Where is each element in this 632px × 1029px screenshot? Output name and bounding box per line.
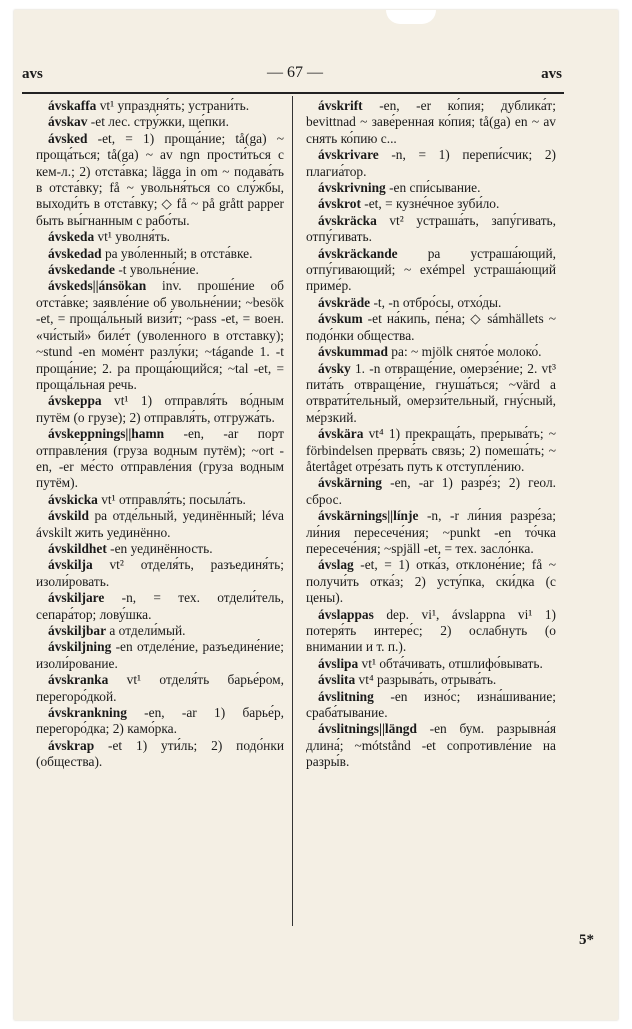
dictionary-entry: [306, 557, 556, 606]
entry-headword: ávskeppnings||hamn: [48, 426, 165, 442]
dictionary-entry: [36, 705, 284, 738]
entry-definition: -et 1) ути́ль; 2) подо́нки (общества).: [36, 737, 284, 770]
dictionary-entry: [36, 672, 284, 705]
dictionary-entry: [36, 114, 284, 130]
dictionary-entry: [306, 508, 556, 557]
entry-headword: ávskranka: [48, 672, 109, 688]
entry-definition: -en бум. разрывна́я длина́; ~mótstånd -et сопротивле́ние на разры́в.: [306, 721, 556, 770]
entry-headword: ávskummad: [318, 344, 388, 360]
entry-headword: ávskeppa: [48, 393, 102, 409]
entry-headword: ávslipa: [318, 655, 359, 671]
dictionary-entry: [306, 689, 556, 722]
entry-headword: ávskicka: [48, 491, 98, 507]
page-header: [22, 62, 562, 84]
dictionary-entry: [306, 98, 556, 147]
dictionary-entry: [36, 590, 284, 623]
dictionary-entry: [306, 361, 556, 427]
dictionary-entry: [36, 393, 284, 426]
entry-headword: ávsky: [318, 360, 351, 376]
dictionary-entry: [36, 508, 284, 541]
entry-headword: ávskärnings||línje: [318, 508, 419, 524]
entry-definition: -et лес. стру́жки, ще́пки.: [87, 114, 229, 130]
entry-definition: vt¹ отправля́ть; посыла́ть.: [97, 491, 246, 507]
dictionary-entry: [306, 147, 556, 180]
entry-definition: -et, = 1) отка́з, отклоне́ние; få ~ получи́ть отка́з; 2) усту́пка, ски́дка (с цены).: [306, 557, 556, 606]
entry-definition: -et на́кипь, пе́на; ◇ sámhällets ~ подо́нки общества.: [306, 311, 556, 343]
entry-definition: -en уединённость.: [106, 540, 213, 556]
guide-word-left: avs: [22, 66, 43, 82]
entry-headword: ávskilja: [48, 557, 93, 573]
entry-headword: ávskaffa: [48, 98, 97, 113]
entry-definition: inv. проше́ние об отста́вке; заявле́ние об увольне́нии; ~besök -et, = проща́льный визи́т; ~pass -et, = воен. «чи́стый» биле́т (уволенного в отставку); ~stund -en моме́нт разлу́ки; ~tágande 1. -t проща́ние; 2. pa проща́ющийся; ~tal -et, = проща́льная речь.: [36, 278, 284, 392]
left-column: [36, 98, 284, 771]
entry-headword: ávskrivning: [318, 180, 386, 196]
entry-headword: ávskum: [318, 311, 363, 327]
entry-headword: ávskräcka: [318, 212, 377, 228]
guide-word-right: avs: [541, 66, 562, 82]
entry-headword: ávskeds||ánsökan: [48, 278, 147, 294]
dictionary-entry: [306, 426, 556, 475]
dictionary-entry: [306, 295, 556, 311]
dictionary-entry: [36, 738, 284, 771]
entry-headword: ávskrankning: [48, 705, 127, 721]
dictionary-entry: [306, 180, 556, 196]
dictionary-entry: [36, 541, 284, 557]
entry-definition: vt¹ упраздня́ть; устрани́ть.: [96, 98, 250, 113]
entry-headword: ávskedad: [48, 245, 102, 261]
entry-definition: vt¹ уволня́ть.: [94, 229, 171, 245]
signature-mark: 5*: [579, 932, 594, 948]
entry-definition: pa устраша́ющий, отпу́гивающий; ~ exémpel устраша́ющий приме́р.: [306, 245, 556, 294]
entry-definition: pa уво́ленный; в отста́вке.: [101, 245, 253, 261]
entry-definition: pa отде́льный, уединённый; léva ávskilt жить уединённо.: [36, 508, 284, 540]
dictionary-entry: [306, 607, 556, 656]
dictionary-entry: [306, 721, 556, 770]
entry-definition: vt⁴ разрыва́ть, отрыва́ть.: [355, 672, 497, 688]
entry-headword: ávskrap: [48, 737, 95, 753]
entry-headword: ávskräckande: [318, 245, 398, 261]
entry-definition: -et, = 1) проща́ние; tå(ga) ~ проща́ться; tå(ga) ~ av ngn прости́ться с кем-л.; 2) отста́вка; lägga in om ~ подава́ть в отста́вку; få ~ увольня́ться со слу́жбы, выходи́ть в отста́вку; ◇ få ~ på grått papper быть вы́гнанным с рабо́ты.: [36, 130, 284, 228]
entry-headword: ávslitnings||längd: [318, 721, 417, 737]
dictionary-entry: [36, 557, 284, 590]
entry-definition: -en спи́сывание.: [385, 180, 481, 196]
dictionary-entry: [306, 246, 556, 295]
entry-definition: -n, = тех. отдели́тель, сепара́тор; лову́шка.: [36, 590, 284, 622]
entry-definition: -en, -ar порт отправле́ния (груза водным путём); ~ort -en, -er ме́сто отправле́ния (груза водным путём).: [36, 426, 284, 491]
dictionary-entry: [36, 639, 284, 672]
entry-headword: ávskiljare: [48, 590, 105, 606]
entry-headword: ávslappas: [318, 606, 374, 622]
entry-definition: vt² устраша́ть, запу́гивать, отпу́гивать.: [306, 212, 556, 245]
dictionary-entry: [306, 311, 556, 344]
dictionary-entry: [306, 475, 556, 508]
entry-definition: -en отделе́ние, разъедине́ние; изоли́рование.: [36, 639, 284, 671]
entry-headword: ávsked: [48, 130, 88, 146]
entry-headword: ávslag: [318, 557, 354, 573]
page-tab-notch: [386, 10, 436, 24]
entry-definition: -n, = 1) перепи́счик; 2) плагиа́тор.: [306, 147, 556, 179]
dictionary-entry: [306, 213, 556, 246]
dictionary-entry: [36, 623, 284, 639]
dictionary-entry: [36, 492, 284, 508]
entry-definition: -t, -n отбро́сы, отхо́ды.: [370, 294, 502, 310]
entry-headword: ávskiljbar: [48, 623, 107, 638]
dictionary-entry: [306, 344, 556, 360]
page-number: — 67 —: [267, 64, 323, 81]
dictionary-entry: [36, 426, 284, 492]
entry-definition: -et, = кузне́чное зуби́ло.: [360, 196, 500, 212]
entry-headword: ávslitning: [318, 688, 374, 704]
dictionary-entry: [36, 98, 284, 114]
entry-headword: ávskära: [318, 426, 364, 442]
dictionary-entry: [36, 278, 284, 393]
entry-definition: dep. vi¹, ávslappna vi¹ 1) потеря́ть интере́с; 2) ослабнуть (о внимании и т. п.).: [306, 606, 556, 655]
dictionary-entry: [36, 246, 284, 262]
entry-headword: ávskrot: [318, 196, 361, 212]
entry-headword: ávskrivare: [318, 147, 379, 163]
entry-definition: vt¹ обта́чивать, отшлифо́вывать.: [358, 655, 543, 671]
entry-definition: -en, -er ко́пия; дублика́т; bevittnad ~ заве́ренная ко́пия; tå(ga) en ~ av снять ко́пию с...: [306, 98, 556, 146]
entry-headword: ávskiljning: [48, 639, 112, 655]
entry-definition: pa: ~ mjölk снято́е молоко́.: [387, 344, 542, 360]
entry-definition: 1. -n отвраще́ние, омерзе́ние; 2. vt³ пита́ть отвраще́ние, гнуша́ться; ~värd a отврати́тельный, омерзи́тельный, гну́сный, ме́рзкий.: [306, 360, 556, 425]
entry-definition: -en изно́с; изна́шивание; сраба́тывание.: [306, 688, 556, 721]
entry-definition: vt⁴ 1) прекраща́ть, прерыва́ть; ~ förbindelsen прерва́ть связь; 2) помеша́ть; ~ återtåget отре́зать путь к отступле́нию.: [306, 426, 556, 474]
entry-headword: ávskildhet: [48, 540, 107, 556]
entry-definition: vt² отделя́ть, разъединя́ть; изоли́ровать.: [36, 557, 284, 589]
entry-headword: ávskräde: [318, 294, 371, 310]
entry-headword: ávskedande: [48, 262, 115, 278]
entry-definition: -t увольне́ние.: [114, 262, 199, 278]
entry-definition: vt¹ отделя́ть барье́ром, перегоро́дкой.: [36, 672, 284, 704]
entry-headword: ávslita: [318, 672, 356, 688]
dictionary-entry: [306, 656, 556, 672]
header-rule: [22, 92, 564, 94]
column-divider: [292, 96, 293, 926]
dictionary-entry: [36, 229, 284, 245]
entry-definition: -n, -r ли́ния разре́за; ли́ния пересече́ния; ~punkt -en то́чка пересече́ния; ~spjäll -et, = тех. засло́нка.: [306, 508, 556, 556]
entry-definition: vt¹ 1) отправля́ть во́дным путём (о грузе); 2) отправля́ть, отгружа́ть.: [36, 393, 284, 425]
entry-headword: ávskav: [48, 114, 88, 130]
entry-definition: a отдели́мый.: [106, 623, 186, 638]
entry-definition: -en, -ar 1) разре́з; 2) геол. сброс.: [306, 475, 556, 507]
entry-headword: ávskrift: [318, 98, 363, 113]
dictionary-entry: [306, 672, 556, 688]
dictionary-entry: [36, 262, 284, 278]
entry-definition: -en, -ar 1) барье́р, перегоро́дка; 2) камо́рка.: [36, 705, 284, 737]
entry-headword: ávskild: [48, 508, 89, 524]
entry-headword: ávskärning: [318, 475, 382, 491]
right-column: [306, 98, 556, 771]
entry-headword: ávskeda: [48, 229, 95, 245]
dictionary-entry: [36, 131, 284, 229]
dictionary-entry: [306, 196, 556, 212]
